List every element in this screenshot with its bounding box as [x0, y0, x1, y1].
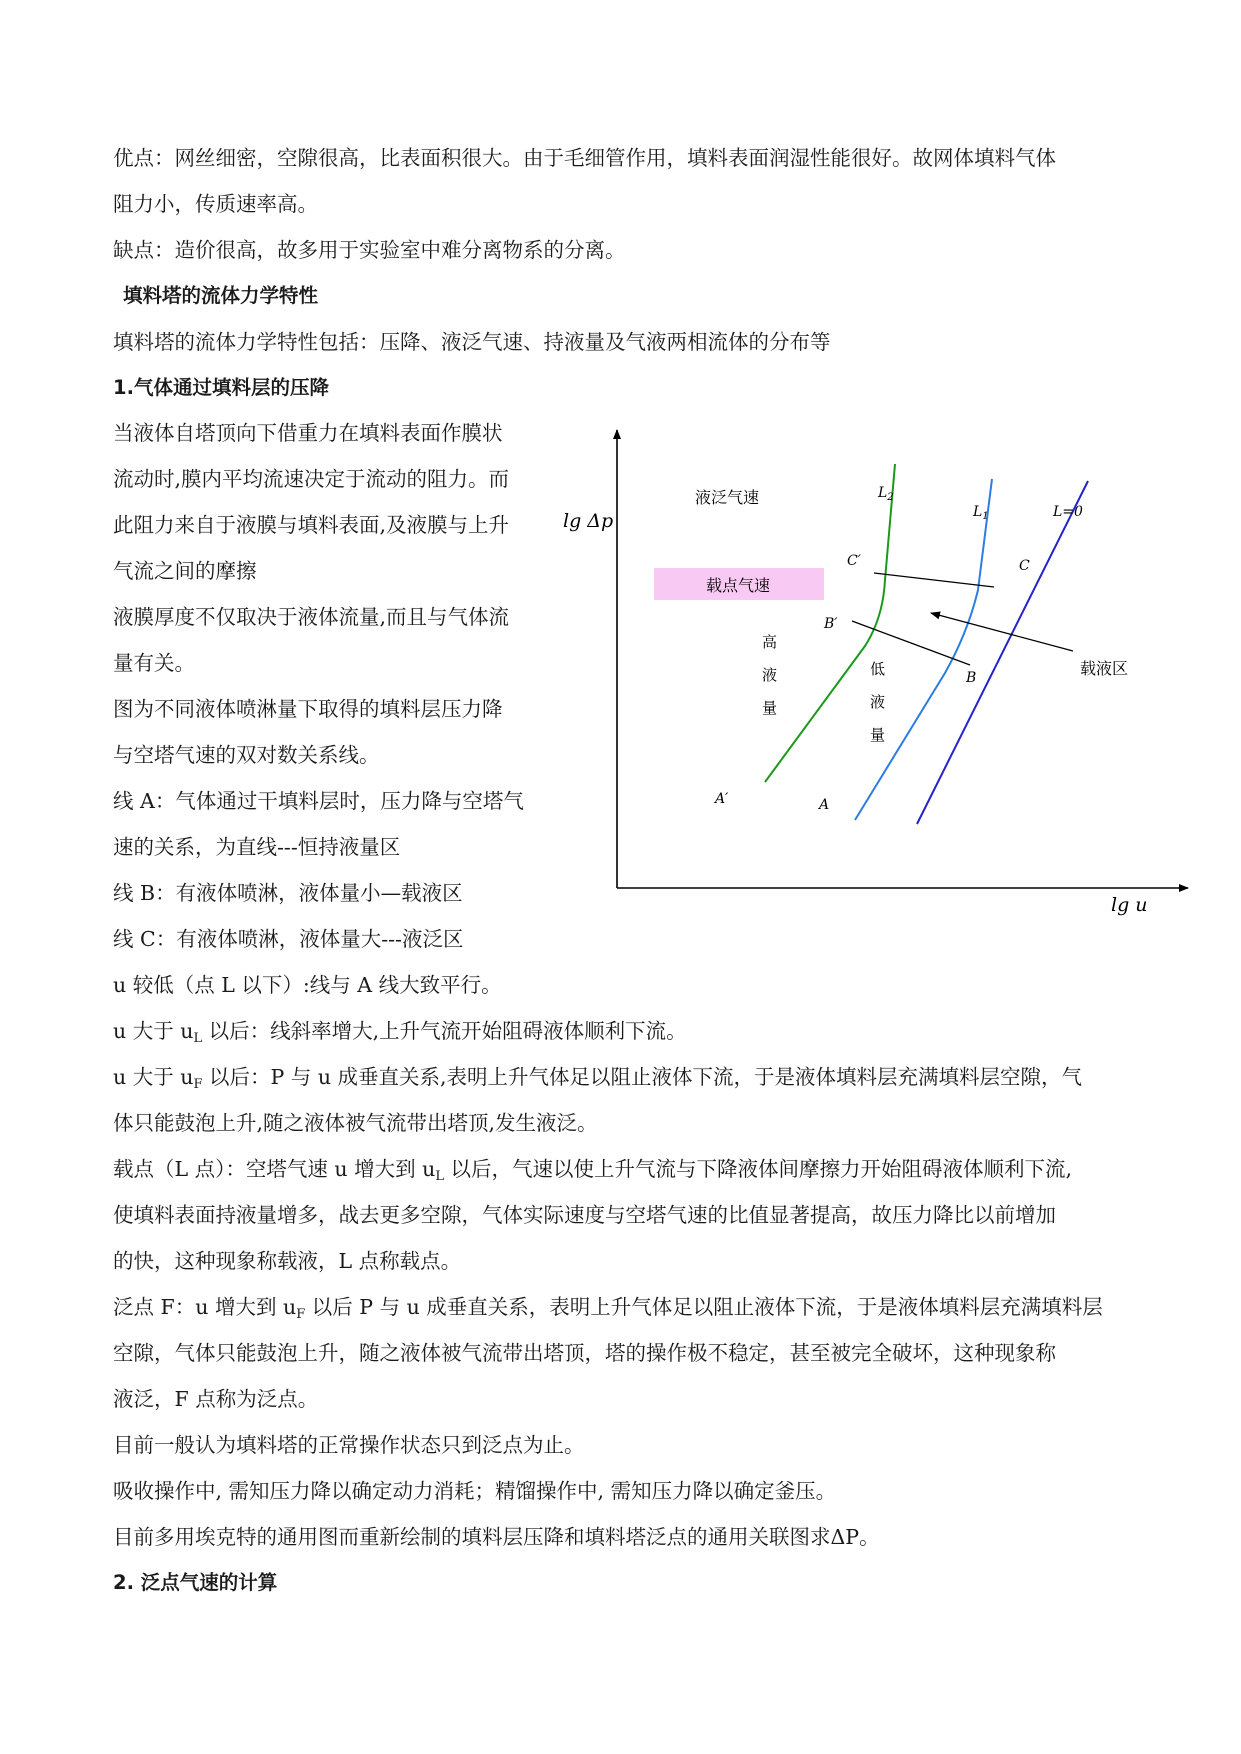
load-point-label: 载点气速 [706, 576, 771, 595]
label-L1: $L_1$ [973, 504, 989, 522]
para-flood-point-line2: 空隙，气体只能鼓泡上升，随之液体被气流带出塔顶，塔的操作极不稳定，甚至被完全破坏，这种现象称 [113, 1341, 1056, 1365]
label-L0: L=0 [1053, 504, 1083, 520]
para-flood-point-line1: 泛点 F：u 增大到 $u_F$ 以后 P 与 u 成垂直关系，表明上升气体足以阻止液体下流，于是液体填料层充满填料层 [113, 1295, 1103, 1322]
col-line-7: 图为不同液体喷淋量下取得的填料层压力降 [113, 697, 503, 721]
label-A-prime: A′ [715, 791, 729, 807]
para-disadvantage: 缺点：造价很高，故多用于实验室中难分离物系的分离。 [113, 238, 626, 262]
high-liquid-char-3: 量 [762, 699, 778, 717]
high-liquid-char-2: 液 [762, 666, 778, 684]
col-line-8: 与空塔气速的双对数关系线。 [113, 743, 380, 767]
curve-L0 [917, 481, 1088, 824]
col-line-9: 线 A：气体通过干填料层时，压力降与空塔气 [113, 789, 524, 813]
low-liquid-char-1: 低 [870, 660, 886, 678]
para-load-point-line3: 的快，这种现象称载液，L 点称载点。 [113, 1249, 462, 1273]
col-line-1: 当液体自塔顶向下借重力在填料表面作膜状 [113, 421, 503, 445]
para-u-above-uF-line1: u 大于 $u_F$ 以后：P 与 u 成垂直关系,表明上升气体足以阻止液体下流，于是液体填料层充满填料层空隙，气 [113, 1065, 1083, 1092]
load-zone-label: 载液区 [1080, 659, 1129, 678]
col-line-11: 线 B：有液体喷淋，液体量小—载液区 [113, 881, 463, 905]
para-eckert-chart: 目前多用埃克特的通用图而重新绘制的填料层压降和填料塔泛点的通用关联图求ΔP。 [113, 1525, 880, 1549]
para-advantage-line1: 优点：网丝细密，空隙很高，比表面积很大。由于毛细管作用，填料表面润湿性能很好。故网体填料气体 [113, 146, 1056, 170]
x-axis-label: lg u [1111, 894, 1148, 916]
col-line-10: 速的关系，为直线---恒持液量区 [113, 835, 401, 859]
low-liquid-char-3: 量 [870, 726, 886, 744]
load-zone-arrow [931, 613, 1073, 651]
col-line-12: 线 C：有液体喷淋，液体量大---液泛区 [113, 927, 464, 951]
heading-hydrodynamics: 填料塔的流体力学特性 [123, 284, 319, 307]
col-line-3: 此阻力来自于液膜与填料表面,及液膜与上升 [113, 513, 510, 537]
label-C-prime: C′ [847, 553, 861, 569]
heading-pressure-drop: 1.气体通过填料层的压降 [113, 376, 329, 399]
loading-line-lower [852, 621, 970, 665]
para-load-point-line2: 使填料表面持液量增多，战去更多空隙，气体实际速度与空塔气速的比值显著提高，故压力降比以前增加 [113, 1203, 1056, 1227]
label-B-prime: B′ [824, 616, 838, 632]
label-L2: $L_2$ [878, 485, 894, 503]
label-C: C [1019, 558, 1030, 574]
pressure-drop-figure [560, 420, 1200, 930]
para-load-point-line1: 载点（L 点）：空塔气速 u 增大到 $u_L$ 以后，气速以使上升气流与下降液体间摩擦力开始阻碍液体顺利下流, [113, 1157, 1073, 1184]
y-axis-label: lg Δp [563, 510, 614, 532]
col-line-4: 气流之间的摩擦 [113, 559, 257, 583]
flood-velocity-label: 液泛气速 [695, 488, 760, 507]
col-line-5: 液膜厚度不仅取决于液体流量,而且与气体流 [113, 605, 510, 629]
para-flood-point-line3: 液泛，F 点称为泛点。 [113, 1387, 319, 1411]
high-liquid-char-1: 高 [762, 633, 778, 651]
para-advantage-line2: 阻力小，传质速率高。 [113, 192, 318, 216]
para-u-low: u 较低（点 L 以下）:线与 A 线大致平行。 [113, 973, 502, 997]
para-u-above-uL: u 大于 $u_L$ 以后：线斜率增大,上升气流开始阻碍液体顺利下流。 [113, 1019, 687, 1046]
para-hydrodynamics-intro: 填料塔的流体力学特性包括：压降、液泛气速、持液量及气液两相流体的分布等 [113, 330, 831, 354]
para-u-above-uF-line2: 体只能鼓泡上升,随之液体被气流带出塔顶,发生液泛。 [113, 1111, 598, 1135]
para-pressure-drop-use: 吸收操作中, 需知压力降以确定动力消耗；精馏操作中, 需知压力降以确定釜压。 [113, 1479, 837, 1503]
loading-line-upper [874, 573, 994, 587]
label-A: A [819, 797, 830, 813]
low-liquid-char-2: 液 [870, 693, 886, 711]
col-line-6: 量有关。 [113, 651, 195, 675]
curve-L1 [855, 479, 992, 820]
para-normal-operation: 目前一般认为填料塔的正常操作状态只到泛点为止。 [113, 1433, 585, 1457]
heading-flood-velocity: 2. 泛点气速的计算 [113, 1571, 278, 1594]
col-line-2: 流动时,膜内平均流速决定于流动的阻力。而 [113, 467, 510, 491]
label-B: B [966, 670, 977, 686]
